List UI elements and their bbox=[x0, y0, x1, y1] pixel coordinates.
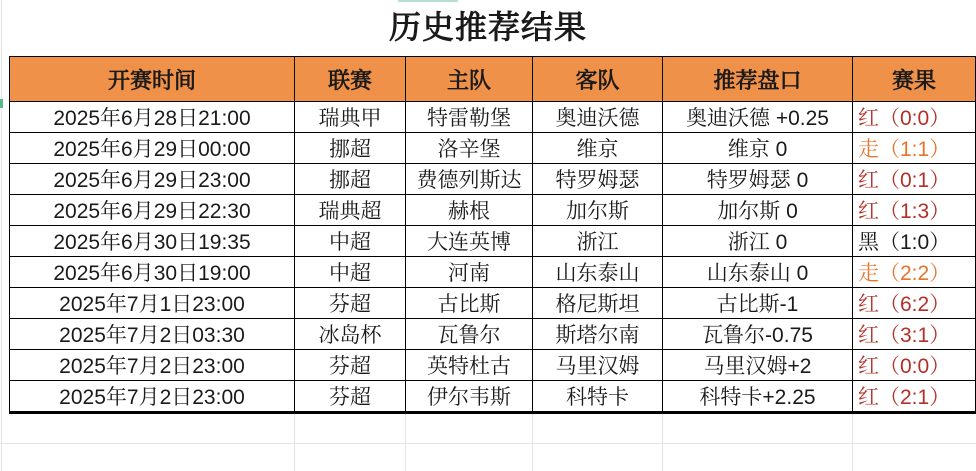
header-cell-time[interactable]: 开赛时间 bbox=[10, 57, 295, 102]
cell-result[interactable]: 红（0:0） bbox=[853, 102, 976, 133]
table-row bbox=[10, 102, 976, 133]
cell-handicap[interactable]: 古比斯-1 bbox=[663, 288, 853, 319]
cell-home[interactable]: 伊尔韦斯 bbox=[406, 381, 533, 413]
cell-home[interactable]: 瓦鲁尔 bbox=[406, 319, 533, 350]
cell-home[interactable]: 大连英博 bbox=[406, 226, 533, 257]
table-row bbox=[10, 164, 976, 195]
header-cell-result[interactable]: 赛果 bbox=[853, 57, 976, 102]
cell-league[interactable]: 芬超 bbox=[295, 288, 406, 319]
cell-away[interactable]: 浙江 bbox=[533, 226, 663, 257]
table-row bbox=[10, 226, 976, 257]
cell-result[interactable]: 走（2:2） bbox=[853, 257, 976, 288]
grid-line bbox=[0, 443, 976, 444]
table-body bbox=[10, 102, 976, 413]
header-cell-home[interactable]: 主队 bbox=[406, 57, 533, 102]
cell-away[interactable]: 维京 bbox=[533, 133, 663, 164]
cell-handicap[interactable]: 山东泰山 0 bbox=[663, 257, 853, 288]
table-row bbox=[10, 288, 976, 319]
cell-league[interactable]: 挪超 bbox=[295, 133, 406, 164]
table-row bbox=[10, 133, 976, 164]
grid-line bbox=[1, 0, 2, 471]
cell-time[interactable]: 2025年6月30日19:00 bbox=[10, 257, 295, 288]
cell-league[interactable]: 瑞典超 bbox=[295, 195, 406, 226]
cell-league[interactable]: 中超 bbox=[295, 226, 406, 257]
cell-away[interactable]: 科特卡 bbox=[533, 381, 663, 413]
cell-time[interactable]: 2025年7月2日03:30 bbox=[10, 319, 295, 350]
table-row bbox=[10, 319, 976, 350]
cell-home[interactable]: 河南 bbox=[406, 257, 533, 288]
table-row bbox=[10, 195, 976, 226]
cell-away[interactable]: 奥迪沃德 bbox=[533, 102, 663, 133]
cell-time[interactable]: 2025年7月2日23:00 bbox=[10, 350, 295, 381]
cell-time[interactable]: 2025年7月2日23:00 bbox=[10, 381, 295, 413]
cell-handicap[interactable]: 科特卡+2.25 bbox=[663, 381, 853, 413]
table-row bbox=[10, 350, 976, 381]
header-cell-away[interactable]: 客队 bbox=[533, 57, 663, 102]
cell-away[interactable]: 加尔斯 bbox=[533, 195, 663, 226]
cell-handicap[interactable]: 加尔斯 0 bbox=[663, 195, 853, 226]
cell-away[interactable]: 山东泰山 bbox=[533, 257, 663, 288]
cell-handicap[interactable]: 浙江 0 bbox=[663, 226, 853, 257]
cell-league[interactable]: 芬超 bbox=[295, 381, 406, 413]
cell-away[interactable]: 特罗姆瑟 bbox=[533, 164, 663, 195]
green-cell-fragment bbox=[0, 99, 3, 108]
results-table bbox=[9, 56, 976, 414]
cell-time[interactable]: 2025年7月1日23:00 bbox=[10, 288, 295, 319]
cell-league[interactable]: 挪超 bbox=[295, 164, 406, 195]
table-row bbox=[10, 257, 976, 288]
cell-home[interactable]: 洛辛堡 bbox=[406, 133, 533, 164]
cell-result[interactable]: 红（0:1） bbox=[853, 164, 976, 195]
cell-home[interactable]: 古比斯 bbox=[406, 288, 533, 319]
cell-handicap[interactable]: 瓦鲁尔-0.75 bbox=[663, 319, 853, 350]
cell-handicap[interactable]: 马里汉姆+2 bbox=[663, 350, 853, 381]
cell-away[interactable]: 斯塔尔南 bbox=[533, 319, 663, 350]
cell-handicap[interactable]: 奥迪沃德 +0.25 bbox=[663, 102, 853, 133]
cell-away[interactable]: 格尼斯坦 bbox=[533, 288, 663, 319]
cell-league[interactable]: 中超 bbox=[295, 257, 406, 288]
cell-league[interactable]: 冰岛杯 bbox=[295, 319, 406, 350]
header-cell-handicap[interactable]: 推荐盘口 bbox=[663, 57, 853, 102]
cell-league[interactable]: 芬超 bbox=[295, 350, 406, 381]
cell-time[interactable]: 2025年6月29日22:30 bbox=[10, 195, 295, 226]
cell-time[interactable]: 2025年6月30日19:35 bbox=[10, 226, 295, 257]
table-row bbox=[10, 381, 976, 413]
cell-home[interactable]: 费德列斯达 bbox=[406, 164, 533, 195]
page-title: 历史推荐结果 bbox=[388, 9, 587, 45]
cell-league[interactable]: 瑞典甲 bbox=[295, 102, 406, 133]
cell-result[interactable]: 走（1:1） bbox=[853, 133, 976, 164]
cell-time[interactable]: 2025年6月29日00:00 bbox=[10, 133, 295, 164]
cell-away[interactable]: 马里汉姆 bbox=[533, 350, 663, 381]
cell-result[interactable]: 红（2:1） bbox=[853, 381, 976, 413]
cell-time[interactable]: 2025年6月29日23:00 bbox=[10, 164, 295, 195]
header-cell-league[interactable]: 联赛 bbox=[295, 57, 406, 102]
cell-time[interactable]: 2025年6月28日21:00 bbox=[10, 102, 295, 133]
cell-result[interactable]: 红（1:3） bbox=[853, 195, 976, 226]
header-row bbox=[10, 57, 976, 102]
cell-result[interactable]: 红（6:2） bbox=[853, 288, 976, 319]
cell-handicap[interactable]: 维京 0 bbox=[663, 133, 853, 164]
cell-home[interactable]: 英特杜古 bbox=[406, 350, 533, 381]
cell-result[interactable]: 黑（1:0） bbox=[853, 226, 976, 257]
cell-result[interactable]: 红（3:1） bbox=[853, 319, 976, 350]
cell-result[interactable]: 红（0:0） bbox=[853, 350, 976, 381]
cell-home[interactable]: 特雷勒堡 bbox=[406, 102, 533, 133]
cell-home[interactable]: 赫根 bbox=[406, 195, 533, 226]
cell-handicap[interactable]: 特罗姆瑟 0 bbox=[663, 164, 853, 195]
